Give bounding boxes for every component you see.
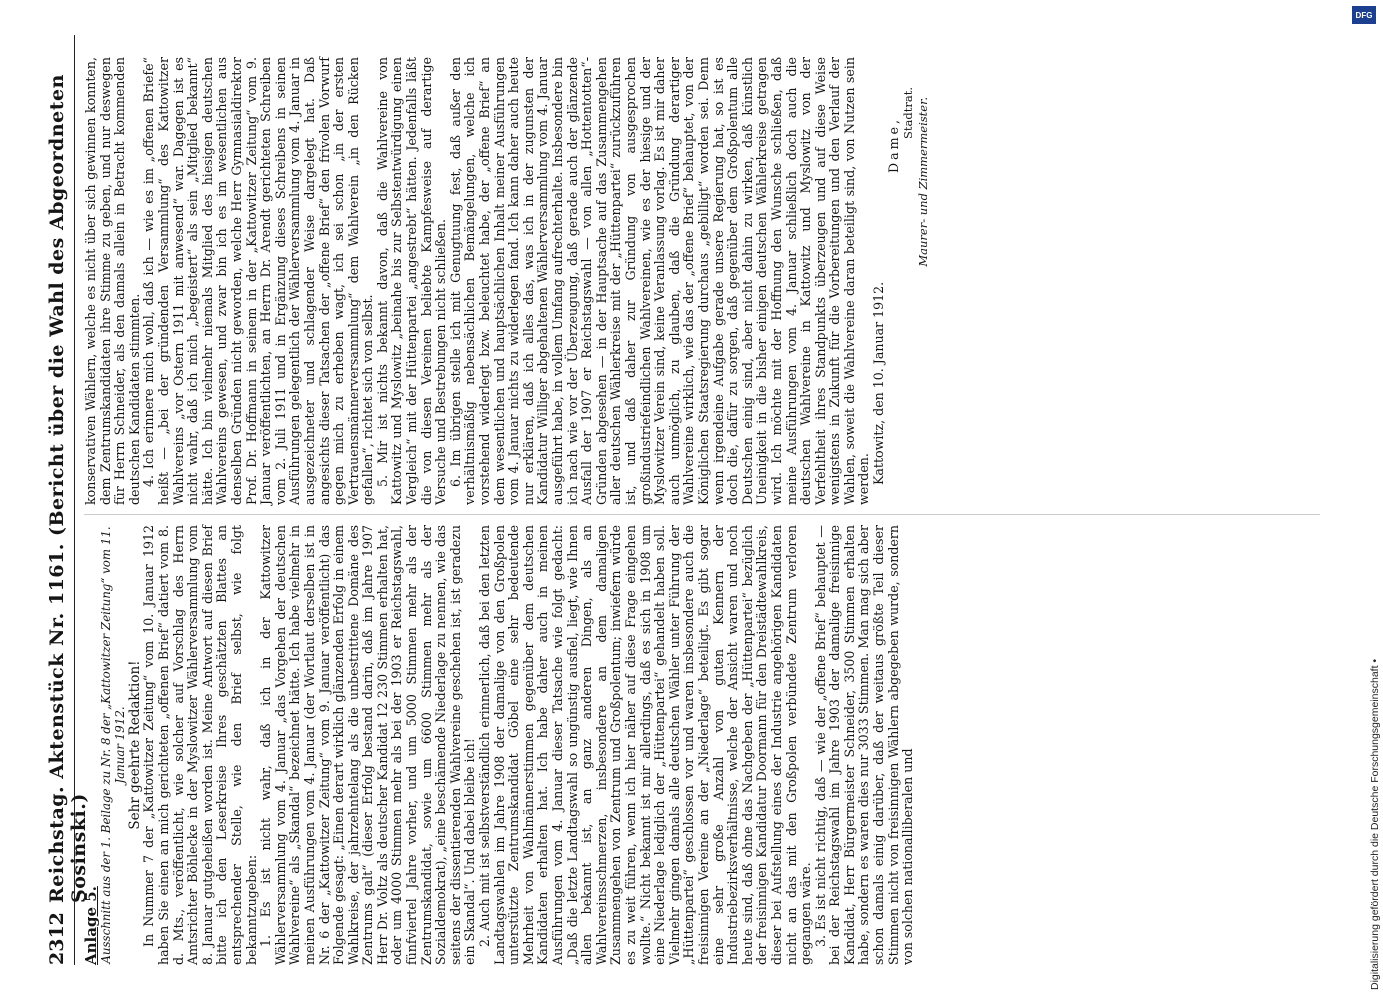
column-divider (84, 514, 1320, 515)
dfg-logo: DFG (1352, 6, 1376, 24)
paragraph: In Nummer 7 der „Kattowitzer Zeitung“ vom 10. Januar 1912 haben Sie einen an mich gerichteten „offenen Brief“ datiert vom 8. d. Mts., veröffentlicht, wie solcher auf Vorschlag des Herrn Amtsrichter Böhlecke in der Myslowitzer Wählerversammlung vom 8. Januar gutgeheißen worden ist. Meine Antwort auf diesen Brief bitte ich den Leserkreise Ihres geschätzten Blattes an entsprechender Stelle, wie den Brief selbst, wie folgt bekanntzugeben: (141, 525, 259, 965)
paragraph: 2. Auch mit ist selbstverständlich erinnerlich, daß bei den letzten Landtagswahlen im Jahre 1908 der damalige von den Großpolen unterstützte Zentrumskandidat Göbel eine sehr bedeutende Mehrheit von Wahlmännerstimmen gegenüber dem deutschen Kandidaten erhalten hat. Ich habe daher auch in meinen Ausführungen vom 4. Januar dieser Tatsache wie folgt gedacht: „Daß die letzte Landtagswahl so ungünstig ausfiel, liegt, wie Ihnen allen bekannt ist, an ganz anderen Dingen, als an Wahlvereinsschmerzen, insbesondere an dem damaligen Zusammengehen von Zentrum und Großpolentum; inwiefern würde es zu weit führen, wenn ich hier näher auf diese Frage eingehen wollte.“ Nicht bekannt ist mir allerdings, daß es sich in 1908 um eine Niederlage lediglich der „Hüttenpartei“ gehandelt haben soll. Vielmehr gingen damals alle deutschen Wähler unter Führung der „Hüttenpartei“ geschlossen vor und waren insbesondere auch die freisinnigen Vereine an der „Niederlage“ beteiligt. Es gibt sogar eine sehr große Anzahl von guten Kennern der Industriebezirksverhältnisse, welche der Ansicht waren und noch heute sind, daß ohne das Nachgeben der „Hüttenpartei“ bezüglich der freisinnigen Kandidatur Doormann für den Dreistädtewahlkreis, dieser bei Aufstellung eines der Industrie angehörigen Kandidaten nicht an das mit den Großpolen verbündete Zentrum verloren gegangen wäre. (477, 525, 814, 965)
signature-title: Stadtrat. (901, 87, 916, 139)
paragraph: 3. Es ist nicht richtig, daß — wie der „offene Brief“ behauptet — bei der Reichstagswahl im Jahre 1903 der damalige freisinnige Kandidat, Herr Bürgermeister Schneider, 3500 Stimmen erhalten habe, sondern es waren dies nur 3033 Stimmen. Man mag sich aber schon damals einig darüber, daß der weitaus größte Teil dieser Stimmen nicht von freisinnigen Wählern abgegeben wurde, sondern von solchen nationalliberalen und (812, 525, 916, 965)
header-rule (74, 35, 75, 965)
paragraph: konservativen Wählern, welche es nicht über sich gewinnen konnten, dem Zentrumskandidaten ihre Stimme zu geben, und nur deswegen für Herrn Schneider, als den damals allein in Betracht kommenden deutschen Kandidaten stimmten. (83, 57, 142, 505)
page-title: Reichstag. Aktenstück Nr. 1161. (Bericht über die Wahl des Abgeordneten Sosinski.) (46, 74, 90, 903)
page-header (40, 35, 90, 965)
signature-name: Dame, (885, 117, 901, 174)
source-note: Ausschnitt aus der 1. Beilage zu Nr. 8 der „Kattowitzer Zeitung“ vom 11. Januar 1912. (98, 526, 128, 964)
signature-trade: Maurer- und Zimmermeister. (915, 97, 930, 267)
paragraph: 6. Im übrigen stelle ich mit Genugtuung fest, daß außer den verhältnismäßig nebensächlichen Bemängelungen, welche ich vorstehend widerlegt bzw. beleuchtet habe, der „offene Brief“ an dem wesentlichen und hauptsächlichen Inhalt meiner Ausführungen vom 4. Januar nichts zu widerlegen fand. Ich kann daher auch heute nur erklären, daß ich alles das, was ich in der zugunsten der Kandidatur Williger abgehaltenen Wählerversammlung vom 4. Januar ausgeführt habe, in vollem Umfang aufrechterhalte. Insbesondere bin ich nach wie vor der Überzeugung, daß gerade auch der glänzende Ausfall der 1907 er Reichstagswahl — von allen „Hottentotten“-Gründen abgesehen — in der Hauptsache auf das Zusammengehen aller deutschen Wählerkreise mit der „Hüttenpartei“ zurückzuführen ist, und daß daher zur Gründung von ausgesprochen großindustriefeindlichen Wahlvereinen, wie es der hiesige und der Myslowitzer Verein sind, keine Veranlassung vorlag. Es ist mir daher auch unmöglich, zu glauben, daß die Gründung derartiger Wahlvereine wirklich, wie das der „offene Brief“ behauptet, von der Königlichen Staatsregierung durchaus „gebilligt“ worden sei. Denn wenn irgendeine Aufgabe gerade unsere Regierung hat, so ist es doch die, dafür zu sorgen, daß gegenüber dem Großpolentum alle Deutschen einig sind, aber nicht dahin zu wirken, daß künstlich Uneinigkeit in die bisher einigen deutschen Wählerkreise getragen wird. Ich möchte mit der Hoffnung den Wunsche schließen, daß meine Ausführungen vom 4. Januar schließlich doch auch die deutschen Wahlvereine in Kattowitz und Myslowitz von der Verfehltheit ihres Standpunkts überzeugen und auf diese Weise wenigstens in Zukunft für die Vorbereitungen und den Verlauf der Wahlen, soweit die Wahlvereine daran beteiligt sind, von Nutzen sein werden. (447, 57, 872, 505)
anlage-heading: Anlage 5. (82, 886, 100, 965)
paragraph: 1. Es ist nicht wahr, daß ich in der Kattowitzer Wählerversammlung vom 4. Januar „das Vorgehen der deutschen Wahlvereine“ als „Skandal“ bezeichnet hätte. Ich habe vielmehr in meinen Ausführungen vom 4. Januar (der Wortlaut derselben ist in Nr. 6 der „Kattowitzer Zeitung“ vom 9. Januar veröffentlicht) das Folgende gesagt: „Einen derart wirklich glänzenden Erfolg in einem Wahlkreise, der jahrzehntelang als die unbestrittene Domäne des Zentrums galt“ (dieser Erfolg bestand darin, daß im Jahre 1907 Herr Dr. Voltz als deutscher Kandidat 12 230 Stimmen erhalten hat, oder um 4000 Stimmen mehr als bei der 1903 er Reichstagswahl, fünfviertel Jahre vorher, und um 5000 Stimmen mehr als der Zentrumskandidat, sowie um 6600 Stimmen mehr als der Sozialdemokrat), „eine beschämende Niederlage zu nennen, wie das seitens der dissentierenden Wahlvereine geschehen ist, ist geradezu ein Skandal“. Und dabei bleibe ich! (258, 525, 478, 965)
digitization-credit: Digitalisierung gefördert durch die Deutsche Forschungsgemeinschaft • (1369, 658, 1381, 990)
salutation: Sehr geehrte Redaktion! (126, 660, 143, 830)
paragraph: 4. Ich erinnere mich wohl, daß ich — wie es im „offenen Briefe“ heißt — „bei der gründenden Versammlung“ des Kattowitzer Wahlvereins „vor Ostern 1911 mit anwesend“ war. Dagegen ist es nicht wahr, daß ich mich „begeistert“ als sein „Mitglied bekannt“ hätte. Ich bin vielmehr niemals Mitglied des hiesigen deutschen Wahlvereins gewesen, und zwar bin ich es im wesentlichen aus denselben Gründen nicht geworden, welche Herr Gymnasialdirektor Prof. Dr. Hoffmann in seinem in der „Kattowitzer Zeitung“ vom 9. Januar veröffentlichten, an Herrn Dr. Arendt gerichteten Schreiben vom 2. Juli 1911 und in Ergänzung dieses Schreibens in seinen Ausführungen gelegentlich der Wählerversammlung vom 4. Januar in ausgezeichneter und schlagender Weise dargelegt hat. Daß angesichts dieser Tatsachen der „offene Brief“ den frivolen Vorwurf gegen mich zu erheben wagt, ich sei schon „in der ersten Vertrauensmännerversammlung“ dem Wahlverein „in den Rücken gefallen“, richtet sich von selbst. (141, 57, 376, 505)
page-number: 2312 (46, 912, 68, 965)
rotated-page (40, 35, 1340, 965)
column-right (84, 57, 930, 505)
place-date: Kattowitz, den 10. Januar 1912. (871, 281, 887, 485)
paragraph: 5. Mir ist nichts bekannt davon, daß die Wahlvereine von Kattowitz und Myslowitz „beinahe bis zur Selbstentwürdigung einen Vergleich“ mit der Hüttenpartei „angestrebt“ hätten. Jedenfalls läßt die von diesen Vereinen beliebte Kampfesweise auf derartige Versuche und Bestrebungen nicht schließen. (374, 57, 449, 505)
column-left (84, 525, 916, 965)
